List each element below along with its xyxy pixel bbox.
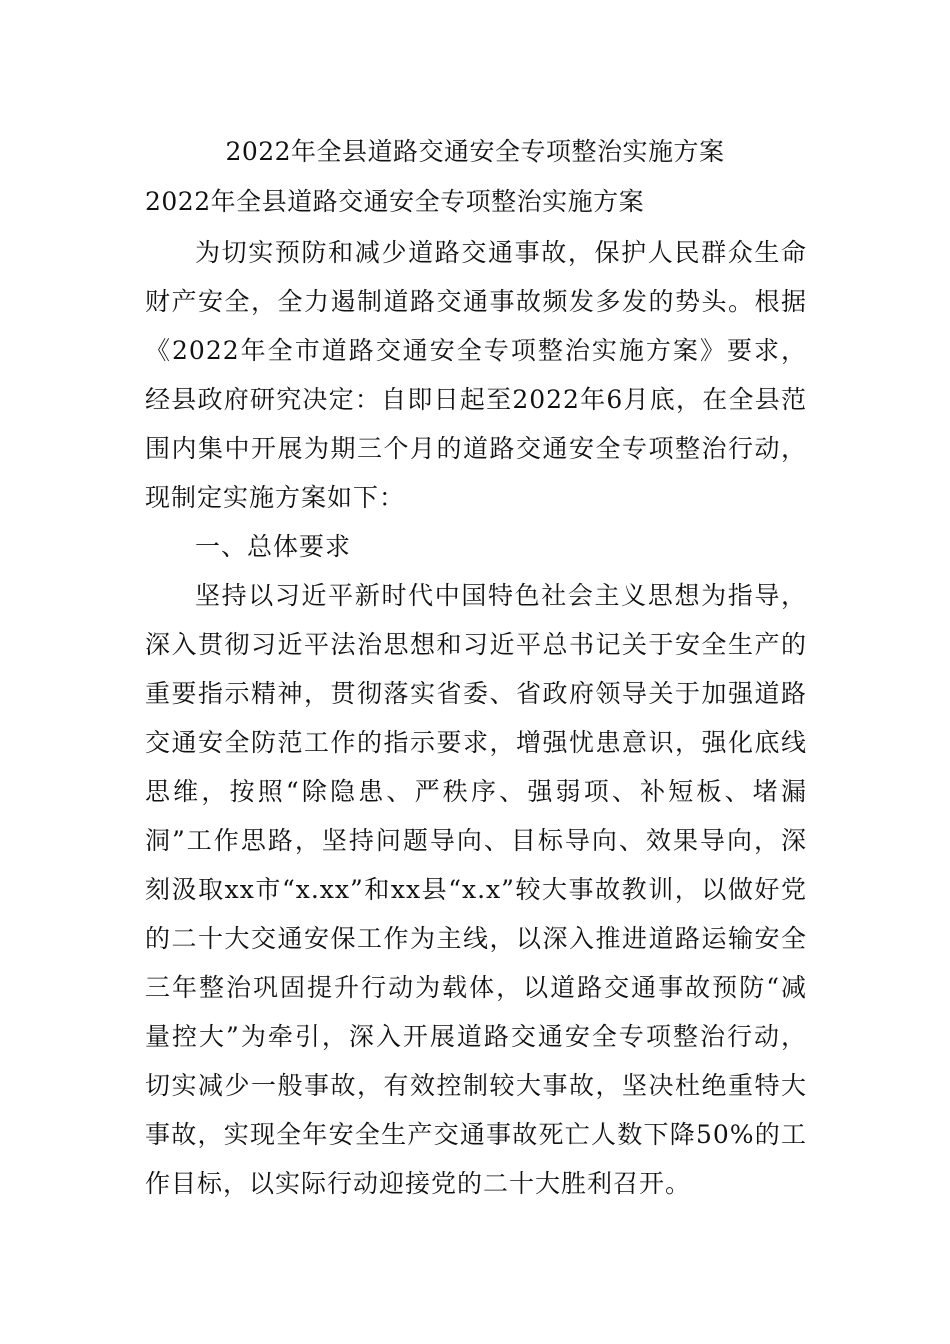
document-body	[145, 228, 807, 1208]
section-heading: 一、总体要求	[195, 532, 352, 561]
requirements-paragraph: 坚持以习近平新时代中国特色社会主义思想为指导，深入贯彻习近平法治思想和习近平总书记关于安全生产的重要指示精神，贯彻落实省委、省政府领导关于加强道路交通安全防范工作的指示要求，增强忧患意识，强化底线思维，按照“除隐患、严秩序、强弱项、补短板、堵漏洞”工作思路，坚持问题导向、目标导向、效果导向，深刻汲取xx市“x.xx”和xx县“x.x”较大事故教训，以做好党的二十大交通安保工作为主线，以深入推进道路运输安全三年整治巩固提升行动为载体，以道路交通事故预防“减量控大”为牵引，深入开展道路交通安全专项整治行动，切实减少一般事故，有效控制较大事故，坚决杜绝重特大事故，实现全年安全生产交通事故死亡人数下降50%的工作目标，以实际行动迎接党的二十大胜利召开。	[145, 581, 807, 1198]
document-title: 2022年全县道路交通安全专项整治实施方案	[225, 137, 725, 166]
intro-paragraph: 为切实预防和减少道路交通事故，保护人民群众生命财产安全，全力遏制道路交通事故频发多发的势头。根据《2022年全市道路交通安全专项整治实施方案》要求，经县政府研究决定：自即日起至2022年6月底，在全县范围内集中开展为期三个月的道路交通安全专项整治行动，现制定实施方案如下：	[145, 238, 807, 512]
document-subtitle: 2022年全县道路交通安全专项整治实施方案	[145, 187, 645, 216]
